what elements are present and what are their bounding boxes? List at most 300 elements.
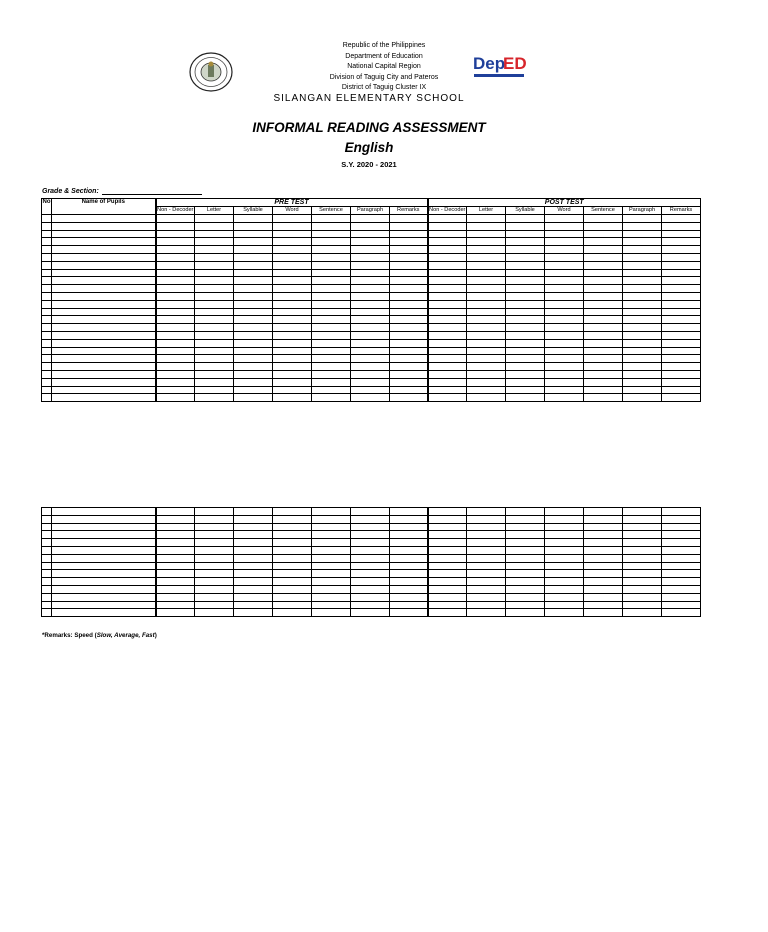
table-cell[interactable] xyxy=(42,215,52,223)
table-cell[interactable] xyxy=(156,370,195,378)
table-cell[interactable] xyxy=(42,246,52,254)
table-cell[interactable] xyxy=(52,230,156,238)
table-cell[interactable] xyxy=(273,261,312,269)
table-cell[interactable] xyxy=(273,300,312,308)
table-cell[interactable] xyxy=(506,593,545,601)
table-cell[interactable] xyxy=(545,394,584,402)
table-cell[interactable] xyxy=(467,355,506,363)
table-cell[interactable] xyxy=(623,546,662,554)
table-cell[interactable] xyxy=(623,246,662,254)
table-cell[interactable] xyxy=(195,378,234,386)
table-cell[interactable] xyxy=(52,363,156,371)
table-cell[interactable] xyxy=(234,347,273,355)
table-cell[interactable] xyxy=(390,308,428,316)
table-cell[interactable] xyxy=(273,316,312,324)
table-cell[interactable] xyxy=(623,355,662,363)
table-cell[interactable] xyxy=(506,523,545,531)
table-cell[interactable] xyxy=(623,285,662,293)
table-cell[interactable] xyxy=(584,363,623,371)
table-cell[interactable] xyxy=(506,277,545,285)
table-cell[interactable] xyxy=(506,215,545,223)
table-cell[interactable] xyxy=(584,593,623,601)
table-cell[interactable] xyxy=(428,331,467,339)
table-cell[interactable] xyxy=(545,215,584,223)
table-cell[interactable] xyxy=(195,300,234,308)
table-cell[interactable] xyxy=(351,562,390,570)
table-cell[interactable] xyxy=(52,277,156,285)
table-cell[interactable] xyxy=(312,515,351,523)
table-cell[interactable] xyxy=(662,238,701,246)
table-cell[interactable] xyxy=(195,222,234,230)
table-cell[interactable] xyxy=(52,562,156,570)
table-cell[interactable] xyxy=(662,515,701,523)
table-cell[interactable] xyxy=(273,554,312,562)
table-cell[interactable] xyxy=(351,300,390,308)
table-cell[interactable] xyxy=(506,370,545,378)
table-cell[interactable] xyxy=(156,277,195,285)
table-cell[interactable] xyxy=(234,585,273,593)
table-cell[interactable] xyxy=(195,277,234,285)
table-cell[interactable] xyxy=(467,370,506,378)
table-cell[interactable] xyxy=(42,554,52,562)
table-cell[interactable] xyxy=(390,261,428,269)
table-cell[interactable] xyxy=(42,585,52,593)
table-cell[interactable] xyxy=(506,285,545,293)
table-cell[interactable] xyxy=(195,339,234,347)
table-cell[interactable] xyxy=(351,370,390,378)
table-cell[interactable] xyxy=(52,355,156,363)
table-cell[interactable] xyxy=(156,316,195,324)
table-cell[interactable] xyxy=(467,292,506,300)
table-cell[interactable] xyxy=(42,347,52,355)
table-cell[interactable] xyxy=(156,523,195,531)
table-cell[interactable] xyxy=(312,324,351,332)
table-cell[interactable] xyxy=(545,386,584,394)
table-cell[interactable] xyxy=(273,585,312,593)
table-cell[interactable] xyxy=(312,370,351,378)
table-cell[interactable] xyxy=(390,300,428,308)
table-cell[interactable] xyxy=(234,238,273,246)
table-cell[interactable] xyxy=(195,546,234,554)
table-cell[interactable] xyxy=(351,601,390,609)
table-cell[interactable] xyxy=(662,230,701,238)
table-cell[interactable] xyxy=(623,562,662,570)
table-cell[interactable] xyxy=(351,277,390,285)
table-cell[interactable] xyxy=(195,308,234,316)
table-cell[interactable] xyxy=(428,347,467,355)
table-cell[interactable] xyxy=(390,562,428,570)
table-cell[interactable] xyxy=(351,222,390,230)
table-cell[interactable] xyxy=(545,523,584,531)
table-cell[interactable] xyxy=(351,261,390,269)
table-cell[interactable] xyxy=(273,370,312,378)
table-cell[interactable] xyxy=(662,246,701,254)
table-cell[interactable] xyxy=(467,593,506,601)
table-cell[interactable] xyxy=(390,316,428,324)
table-cell[interactable] xyxy=(623,593,662,601)
table-cell[interactable] xyxy=(234,578,273,586)
table-cell[interactable] xyxy=(195,363,234,371)
table-cell[interactable] xyxy=(156,339,195,347)
table-cell[interactable] xyxy=(662,554,701,562)
table-cell[interactable] xyxy=(273,378,312,386)
table-cell[interactable] xyxy=(42,531,52,539)
table-cell[interactable] xyxy=(312,253,351,261)
table-cell[interactable] xyxy=(506,331,545,339)
table-cell[interactable] xyxy=(584,253,623,261)
table-cell[interactable] xyxy=(584,300,623,308)
table-cell[interactable] xyxy=(467,546,506,554)
table-cell[interactable] xyxy=(467,215,506,223)
table-cell[interactable] xyxy=(428,601,467,609)
table-cell[interactable] xyxy=(390,269,428,277)
table-cell[interactable] xyxy=(428,523,467,531)
table-cell[interactable] xyxy=(390,370,428,378)
table-cell[interactable] xyxy=(584,515,623,523)
table-cell[interactable] xyxy=(506,308,545,316)
table-cell[interactable] xyxy=(234,386,273,394)
table-cell[interactable] xyxy=(273,277,312,285)
table-cell[interactable] xyxy=(390,339,428,347)
table-cell[interactable] xyxy=(195,609,234,617)
table-cell[interactable] xyxy=(467,230,506,238)
table-cell[interactable] xyxy=(195,292,234,300)
table-cell[interactable] xyxy=(545,370,584,378)
table-cell[interactable] xyxy=(52,515,156,523)
table-cell[interactable] xyxy=(234,394,273,402)
table-cell[interactable] xyxy=(390,523,428,531)
table-cell[interactable] xyxy=(273,601,312,609)
table-cell[interactable] xyxy=(195,355,234,363)
table-cell[interactable] xyxy=(351,292,390,300)
table-cell[interactable] xyxy=(195,261,234,269)
table-cell[interactable] xyxy=(506,539,545,547)
table-cell[interactable] xyxy=(156,546,195,554)
table-cell[interactable] xyxy=(42,363,52,371)
table-cell[interactable] xyxy=(234,515,273,523)
table-cell[interactable] xyxy=(234,292,273,300)
table-cell[interactable] xyxy=(428,394,467,402)
table-cell[interactable] xyxy=(42,539,52,547)
table-cell[interactable] xyxy=(428,222,467,230)
table-cell[interactable] xyxy=(428,339,467,347)
table-cell[interactable] xyxy=(234,593,273,601)
table-cell[interactable] xyxy=(273,515,312,523)
table-cell[interactable] xyxy=(351,609,390,617)
table-cell[interactable] xyxy=(506,253,545,261)
table-cell[interactable] xyxy=(52,386,156,394)
table-cell[interactable] xyxy=(545,531,584,539)
table-cell[interactable] xyxy=(662,285,701,293)
table-cell[interactable] xyxy=(234,554,273,562)
table-cell[interactable] xyxy=(42,570,52,578)
table-cell[interactable] xyxy=(662,570,701,578)
table-cell[interactable] xyxy=(545,515,584,523)
table-cell[interactable] xyxy=(623,308,662,316)
table-cell[interactable] xyxy=(351,570,390,578)
table-cell[interactable] xyxy=(42,546,52,554)
table-cell[interactable] xyxy=(42,261,52,269)
table-cell[interactable] xyxy=(273,230,312,238)
table-cell[interactable] xyxy=(584,355,623,363)
table-cell[interactable] xyxy=(428,355,467,363)
table-cell[interactable] xyxy=(428,269,467,277)
table-cell[interactable] xyxy=(234,523,273,531)
table-cell[interactable] xyxy=(506,601,545,609)
table-cell[interactable] xyxy=(156,585,195,593)
table-cell[interactable] xyxy=(42,386,52,394)
table-cell[interactable] xyxy=(467,394,506,402)
table-cell[interactable] xyxy=(584,285,623,293)
table-cell[interactable] xyxy=(42,601,52,609)
table-cell[interactable] xyxy=(390,347,428,355)
table-cell[interactable] xyxy=(52,378,156,386)
table-cell[interactable] xyxy=(545,269,584,277)
table-cell[interactable] xyxy=(545,355,584,363)
table-cell[interactable] xyxy=(312,546,351,554)
table-cell[interactable] xyxy=(195,570,234,578)
table-cell[interactable] xyxy=(351,508,390,516)
table-cell[interactable] xyxy=(390,277,428,285)
table-cell[interactable] xyxy=(623,277,662,285)
table-cell[interactable] xyxy=(195,539,234,547)
table-cell[interactable] xyxy=(390,378,428,386)
table-cell[interactable] xyxy=(273,324,312,332)
table-cell[interactable] xyxy=(467,554,506,562)
table-cell[interactable] xyxy=(273,308,312,316)
table-cell[interactable] xyxy=(156,308,195,316)
table-cell[interactable] xyxy=(390,331,428,339)
table-cell[interactable] xyxy=(52,585,156,593)
table-cell[interactable] xyxy=(584,523,623,531)
table-cell[interactable] xyxy=(42,355,52,363)
table-cell[interactable] xyxy=(156,324,195,332)
table-cell[interactable] xyxy=(234,269,273,277)
table-cell[interactable] xyxy=(273,562,312,570)
table-cell[interactable] xyxy=(623,347,662,355)
table-cell[interactable] xyxy=(584,570,623,578)
table-cell[interactable] xyxy=(234,601,273,609)
table-cell[interactable] xyxy=(662,370,701,378)
table-cell[interactable] xyxy=(584,269,623,277)
table-cell[interactable] xyxy=(623,300,662,308)
table-cell[interactable] xyxy=(623,222,662,230)
table-cell[interactable] xyxy=(195,215,234,223)
table-cell[interactable] xyxy=(467,531,506,539)
table-cell[interactable] xyxy=(234,355,273,363)
table-cell[interactable] xyxy=(506,546,545,554)
table-cell[interactable] xyxy=(156,378,195,386)
table-cell[interactable] xyxy=(623,585,662,593)
table-cell[interactable] xyxy=(584,585,623,593)
table-cell[interactable] xyxy=(390,386,428,394)
table-cell[interactable] xyxy=(273,363,312,371)
table-cell[interactable] xyxy=(584,601,623,609)
table-cell[interactable] xyxy=(584,292,623,300)
table-cell[interactable] xyxy=(390,578,428,586)
table-cell[interactable] xyxy=(584,324,623,332)
table-cell[interactable] xyxy=(584,554,623,562)
table-cell[interactable] xyxy=(467,562,506,570)
table-cell[interactable] xyxy=(545,308,584,316)
table-cell[interactable] xyxy=(312,394,351,402)
table-cell[interactable] xyxy=(467,378,506,386)
table-cell[interactable] xyxy=(428,261,467,269)
table-cell[interactable] xyxy=(312,378,351,386)
table-cell[interactable] xyxy=(545,508,584,516)
table-cell[interactable] xyxy=(390,253,428,261)
table-cell[interactable] xyxy=(428,324,467,332)
table-cell[interactable] xyxy=(506,515,545,523)
table-cell[interactable] xyxy=(390,508,428,516)
table-cell[interactable] xyxy=(42,378,52,386)
table-cell[interactable] xyxy=(195,347,234,355)
table-cell[interactable] xyxy=(662,324,701,332)
table-cell[interactable] xyxy=(545,546,584,554)
table-cell[interactable] xyxy=(584,277,623,285)
table-cell[interactable] xyxy=(351,585,390,593)
table-cell[interactable] xyxy=(467,386,506,394)
table-cell[interactable] xyxy=(623,539,662,547)
table-cell[interactable] xyxy=(195,253,234,261)
table-cell[interactable] xyxy=(584,539,623,547)
table-cell[interactable] xyxy=(52,285,156,293)
table-cell[interactable] xyxy=(273,253,312,261)
table-cell[interactable] xyxy=(584,238,623,246)
table-cell[interactable] xyxy=(234,253,273,261)
table-cell[interactable] xyxy=(156,554,195,562)
table-cell[interactable] xyxy=(506,300,545,308)
table-cell[interactable] xyxy=(312,215,351,223)
table-cell[interactable] xyxy=(312,222,351,230)
table-cell[interactable] xyxy=(545,562,584,570)
table-cell[interactable] xyxy=(467,269,506,277)
table-cell[interactable] xyxy=(156,246,195,254)
table-cell[interactable] xyxy=(662,378,701,386)
table-cell[interactable] xyxy=(662,277,701,285)
table-cell[interactable] xyxy=(273,269,312,277)
table-cell[interactable] xyxy=(662,253,701,261)
table-cell[interactable] xyxy=(351,554,390,562)
table-cell[interactable] xyxy=(545,292,584,300)
table-cell[interactable] xyxy=(545,230,584,238)
table-cell[interactable] xyxy=(506,386,545,394)
table-cell[interactable] xyxy=(428,246,467,254)
table-cell[interactable] xyxy=(234,316,273,324)
table-cell[interactable] xyxy=(390,601,428,609)
table-cell[interactable] xyxy=(312,601,351,609)
table-cell[interactable] xyxy=(428,609,467,617)
table-cell[interactable] xyxy=(351,308,390,316)
table-cell[interactable] xyxy=(52,261,156,269)
table-cell[interactable] xyxy=(42,292,52,300)
table-cell[interactable] xyxy=(584,508,623,516)
table-cell[interactable] xyxy=(156,269,195,277)
table-cell[interactable] xyxy=(662,585,701,593)
table-cell[interactable] xyxy=(506,531,545,539)
table-cell[interactable] xyxy=(428,363,467,371)
table-cell[interactable] xyxy=(195,246,234,254)
table-cell[interactable] xyxy=(390,570,428,578)
table-cell[interactable] xyxy=(584,316,623,324)
table-cell[interactable] xyxy=(42,308,52,316)
table-cell[interactable] xyxy=(42,238,52,246)
table-cell[interactable] xyxy=(467,277,506,285)
table-cell[interactable] xyxy=(52,347,156,355)
table-cell[interactable] xyxy=(42,515,52,523)
table-cell[interactable] xyxy=(662,508,701,516)
table-cell[interactable] xyxy=(234,508,273,516)
table-cell[interactable] xyxy=(234,570,273,578)
table-cell[interactable] xyxy=(545,285,584,293)
table-cell[interactable] xyxy=(623,531,662,539)
table-cell[interactable] xyxy=(195,324,234,332)
table-cell[interactable] xyxy=(428,316,467,324)
table-cell[interactable] xyxy=(156,562,195,570)
table-cell[interactable] xyxy=(662,609,701,617)
table-cell[interactable] xyxy=(506,508,545,516)
table-cell[interactable] xyxy=(390,363,428,371)
table-cell[interactable] xyxy=(42,394,52,402)
table-cell[interactable] xyxy=(623,601,662,609)
table-cell[interactable] xyxy=(506,363,545,371)
table-cell[interactable] xyxy=(428,562,467,570)
table-cell[interactable] xyxy=(584,370,623,378)
table-cell[interactable] xyxy=(428,539,467,547)
table-cell[interactable] xyxy=(584,378,623,386)
table-cell[interactable] xyxy=(428,546,467,554)
table-cell[interactable] xyxy=(351,269,390,277)
table-cell[interactable] xyxy=(351,230,390,238)
table-cell[interactable] xyxy=(52,554,156,562)
table-cell[interactable] xyxy=(467,285,506,293)
table-cell[interactable] xyxy=(584,331,623,339)
table-cell[interactable] xyxy=(428,593,467,601)
table-cell[interactable] xyxy=(662,539,701,547)
table-cell[interactable] xyxy=(467,515,506,523)
table-cell[interactable] xyxy=(156,331,195,339)
table-cell[interactable] xyxy=(156,601,195,609)
table-cell[interactable] xyxy=(351,238,390,246)
table-cell[interactable] xyxy=(662,523,701,531)
table-cell[interactable] xyxy=(52,253,156,261)
table-cell[interactable] xyxy=(584,386,623,394)
table-cell[interactable] xyxy=(662,363,701,371)
table-cell[interactable] xyxy=(52,593,156,601)
table-cell[interactable] xyxy=(467,601,506,609)
table-cell[interactable] xyxy=(156,285,195,293)
table-cell[interactable] xyxy=(156,253,195,261)
table-cell[interactable] xyxy=(234,546,273,554)
table-cell[interactable] xyxy=(545,378,584,386)
table-cell[interactable] xyxy=(52,215,156,223)
table-cell[interactable] xyxy=(623,324,662,332)
table-cell[interactable] xyxy=(312,355,351,363)
table-cell[interactable] xyxy=(312,570,351,578)
table-cell[interactable] xyxy=(662,339,701,347)
table-cell[interactable] xyxy=(467,331,506,339)
table-cell[interactable] xyxy=(623,609,662,617)
table-cell[interactable] xyxy=(42,578,52,586)
table-cell[interactable] xyxy=(428,300,467,308)
table-cell[interactable] xyxy=(584,261,623,269)
table-cell[interactable] xyxy=(662,386,701,394)
table-cell[interactable] xyxy=(545,339,584,347)
table-cell[interactable] xyxy=(662,347,701,355)
table-cell[interactable] xyxy=(623,378,662,386)
table-cell[interactable] xyxy=(351,394,390,402)
table-cell[interactable] xyxy=(234,324,273,332)
